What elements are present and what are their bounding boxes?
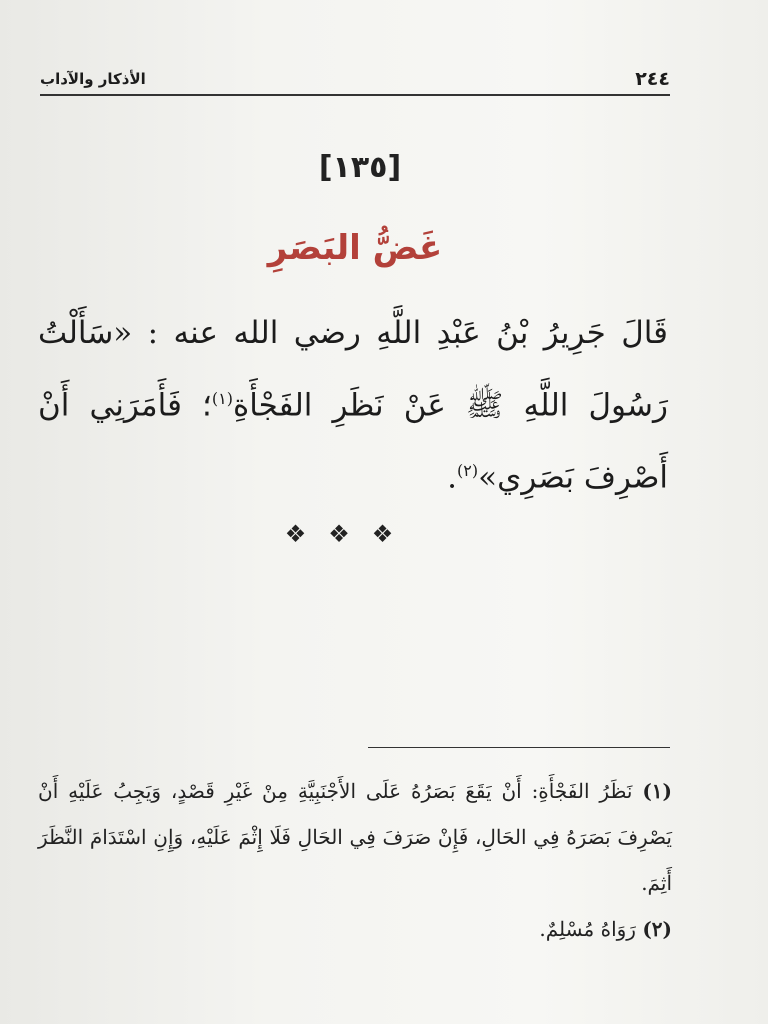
hadith-text-part2: ؛ فَأَمَرَنِي أَنْ أَصْرِفَ بَصَرِي» — [38, 387, 668, 496]
footnote-1-mark: (١) — [642, 779, 672, 803]
footnote-ref-1[interactable]: (١) — [211, 389, 233, 408]
ornament-divider-icon: ❖❖❖ — [284, 520, 416, 548]
footnote-1-text: نَظَرُ الفَجْأَةِ: أَنْ يَقَعَ بَصَرُهُ عَلَى الأَجْنَبِيَّةِ مِنْ غَيْرِ قَصْدٍ، وَيَجِبُ عَلَيْهِ أَنْ يَصْرِفَ بَصَرَهُ فِي الحَالِ، فَإِنْ صَرَفَ فِي الحَالِ فَلَا إِثْمَ عَلَيْهِ، وَإِنِ اسْتَدَامَ النَّظَرَ أَثِمَ. — [38, 779, 672, 895]
running-header — [40, 64, 670, 96]
hadith-text — [38, 300, 668, 511]
footnote-separator — [368, 747, 670, 748]
footnote-ref-2[interactable]: (٢) — [457, 461, 479, 481]
chapter-title: غَضُّ البَصَرِ — [267, 228, 443, 268]
section-title: الأذكار والآداب — [40, 70, 146, 88]
footnotes — [38, 768, 672, 952]
footnote-2-text: رَوَاهُ مُسْلِمٌ. — [539, 917, 636, 941]
footnote-2 — [38, 906, 672, 952]
hadith-text-end: . — [447, 459, 458, 496]
page-number: ٢٤٤ — [635, 68, 670, 90]
footnote-2-mark: (٢) — [642, 917, 672, 941]
chapter-number: [١٣٥] — [318, 150, 402, 185]
hadith-text-part1: قَالَ جَرِيرُ بْنُ عَبْدِ اللَّهِ رضي الله عنه : «سَأَلْتُ رَسُولَ اللَّهِ ﷺ عَنْ نَظَرِ الفَجْأَةِ — [38, 315, 668, 424]
footnote-1 — [38, 768, 672, 906]
